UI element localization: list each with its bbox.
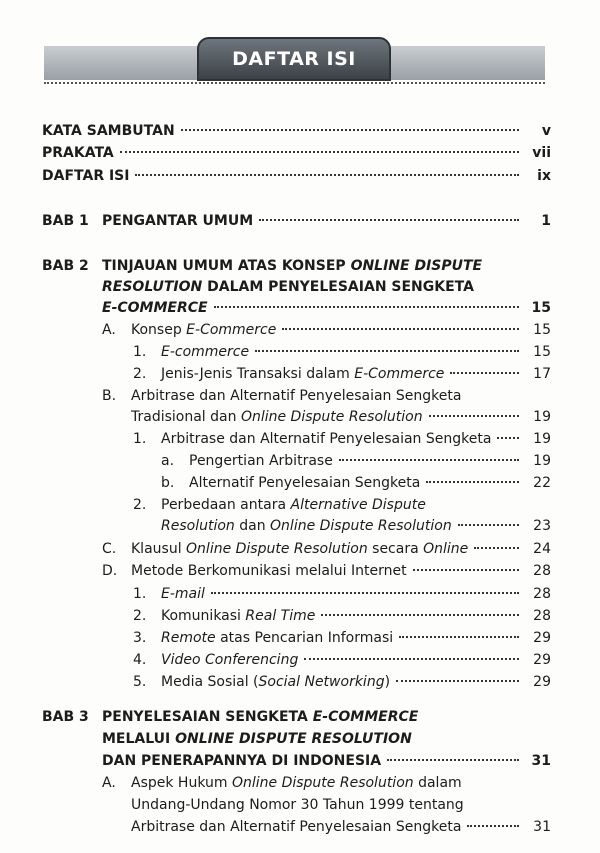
bab2-b2-number: 2. [133,497,147,513]
toc-entry-bab2-d4[interactable]: Video Conferencing 29 [161,652,551,668]
toc-entry-bab2-d3[interactable]: Remote atas Pencarian Informasi 29 [161,630,551,646]
bab3-a-letter: A. [102,775,116,791]
toc-entry-bab2[interactable]: E-COMMERCE 15 [102,300,551,316]
toc-entry-bab2-d2[interactable]: Komunikasi Real Time 28 [161,608,551,624]
bab2-a-letter: A. [102,322,116,338]
toc-entry-bab2-d1[interactable]: E-mail 28 [161,586,551,602]
bab2-d2-number: 2. [133,608,147,624]
bab2-title-line1: TINJAUAN UMUM ATAS KONSEP ONLINE DISPUTE [102,258,483,274]
toc-entry-bab2-d5[interactable]: Media Sosial (Social Networking) 29 [161,674,551,690]
header-divider [44,82,545,84]
bab2-d1-number: 1. [133,586,147,602]
toc-entry-bab2-b1b[interactable]: Alternatif Penyelesaian Sengketa 22 [189,475,551,491]
bab3-a-line1: Aspek Hukum Online Dispute Resolution dalam [131,775,462,791]
toc-entry-bab2-b1[interactable]: Arbitrase dan Alternatif Penyelesaian Sengketa 19 [161,431,551,447]
toc-entry-bab2-a[interactable]: Konsep E-Commerce 15 [131,322,551,338]
bab3-number: BAB 3 [42,709,89,725]
bab2-title-line2: RESOLUTION DALAM PENYELESAIAN SENGKETA [102,279,474,295]
bab2-b-line1: Arbitrase dan Alternatif Penyelesaian Sengketa [131,388,462,404]
toc-entry-bab1[interactable]: PENGANTAR UMUM 1 [102,213,551,229]
bab2-d3-number: 3. [133,630,147,646]
bab2-b-letter: B. [102,388,117,404]
toc-entry-bab2-c[interactable]: Klausul Online Dispute Resolution secara Online 24 [131,541,551,557]
toc-entry-bab3[interactable]: DAN PENERAPANNYA DI INDONESIA 31 [102,753,551,769]
bab2-a2-number: 2. [133,366,147,382]
bab2-d4-number: 4. [133,652,147,668]
bab2-b2-line1: Perbedaan antara Alternative Dispute [161,497,426,513]
toc-entry-daftar-isi[interactable]: DAFTAR ISI ix [42,168,551,184]
page-title: DAFTAR ISI [197,37,391,81]
bab2-d-letter: D. [102,563,118,579]
bab3-title-line2: MELALUI ONLINE DISPUTE RESOLUTION [102,731,412,747]
toc-entry-prakata[interactable]: PRAKATA vii [42,145,551,161]
bab3-a-line2: Undang-Undang Nomor 30 Tahun 1999 tentang [131,797,464,813]
bab2-a1-number: 1. [133,344,147,360]
toc-entry-bab2-a2[interactable]: Jenis-Jenis Transaksi dalam E-Commerce 17 [161,366,551,382]
toc-entry-kata-sambutan[interactable]: KATA SAMBUTAN v [42,123,551,139]
bab2-b1a-letter: a. [161,453,175,469]
toc-entry-bab2-b2[interactable]: Resolution dan Online Dispute Resolution 23 [161,518,551,534]
bab2-number: BAB 2 [42,258,89,274]
toc-entry-bab2-b1a[interactable]: Pengertian Arbitrase 19 [189,453,551,469]
bab2-b1b-letter: b. [161,475,175,491]
bab3-title-line1: PENYELESAIAN SENGKETA E-COMMERCE [102,709,419,725]
toc-entry-bab2-b[interactable]: Tradisional dan Online Dispute Resolution 19 [131,409,551,425]
bab2-c-letter: C. [102,541,117,557]
toc-entry-bab2-a1[interactable]: E-commerce 15 [161,344,551,360]
bab2-d5-number: 5. [133,674,147,690]
bab2-b1-number: 1. [133,431,147,447]
bab1-number: BAB 1 [42,213,89,229]
toc-entry-bab3-a[interactable]: Arbitrase dan Alternatif Penyelesaian Sengketa 31 [131,819,551,835]
toc-entry-bab2-d[interactable]: Metode Berkomunikasi melalui Internet 28 [131,563,551,579]
